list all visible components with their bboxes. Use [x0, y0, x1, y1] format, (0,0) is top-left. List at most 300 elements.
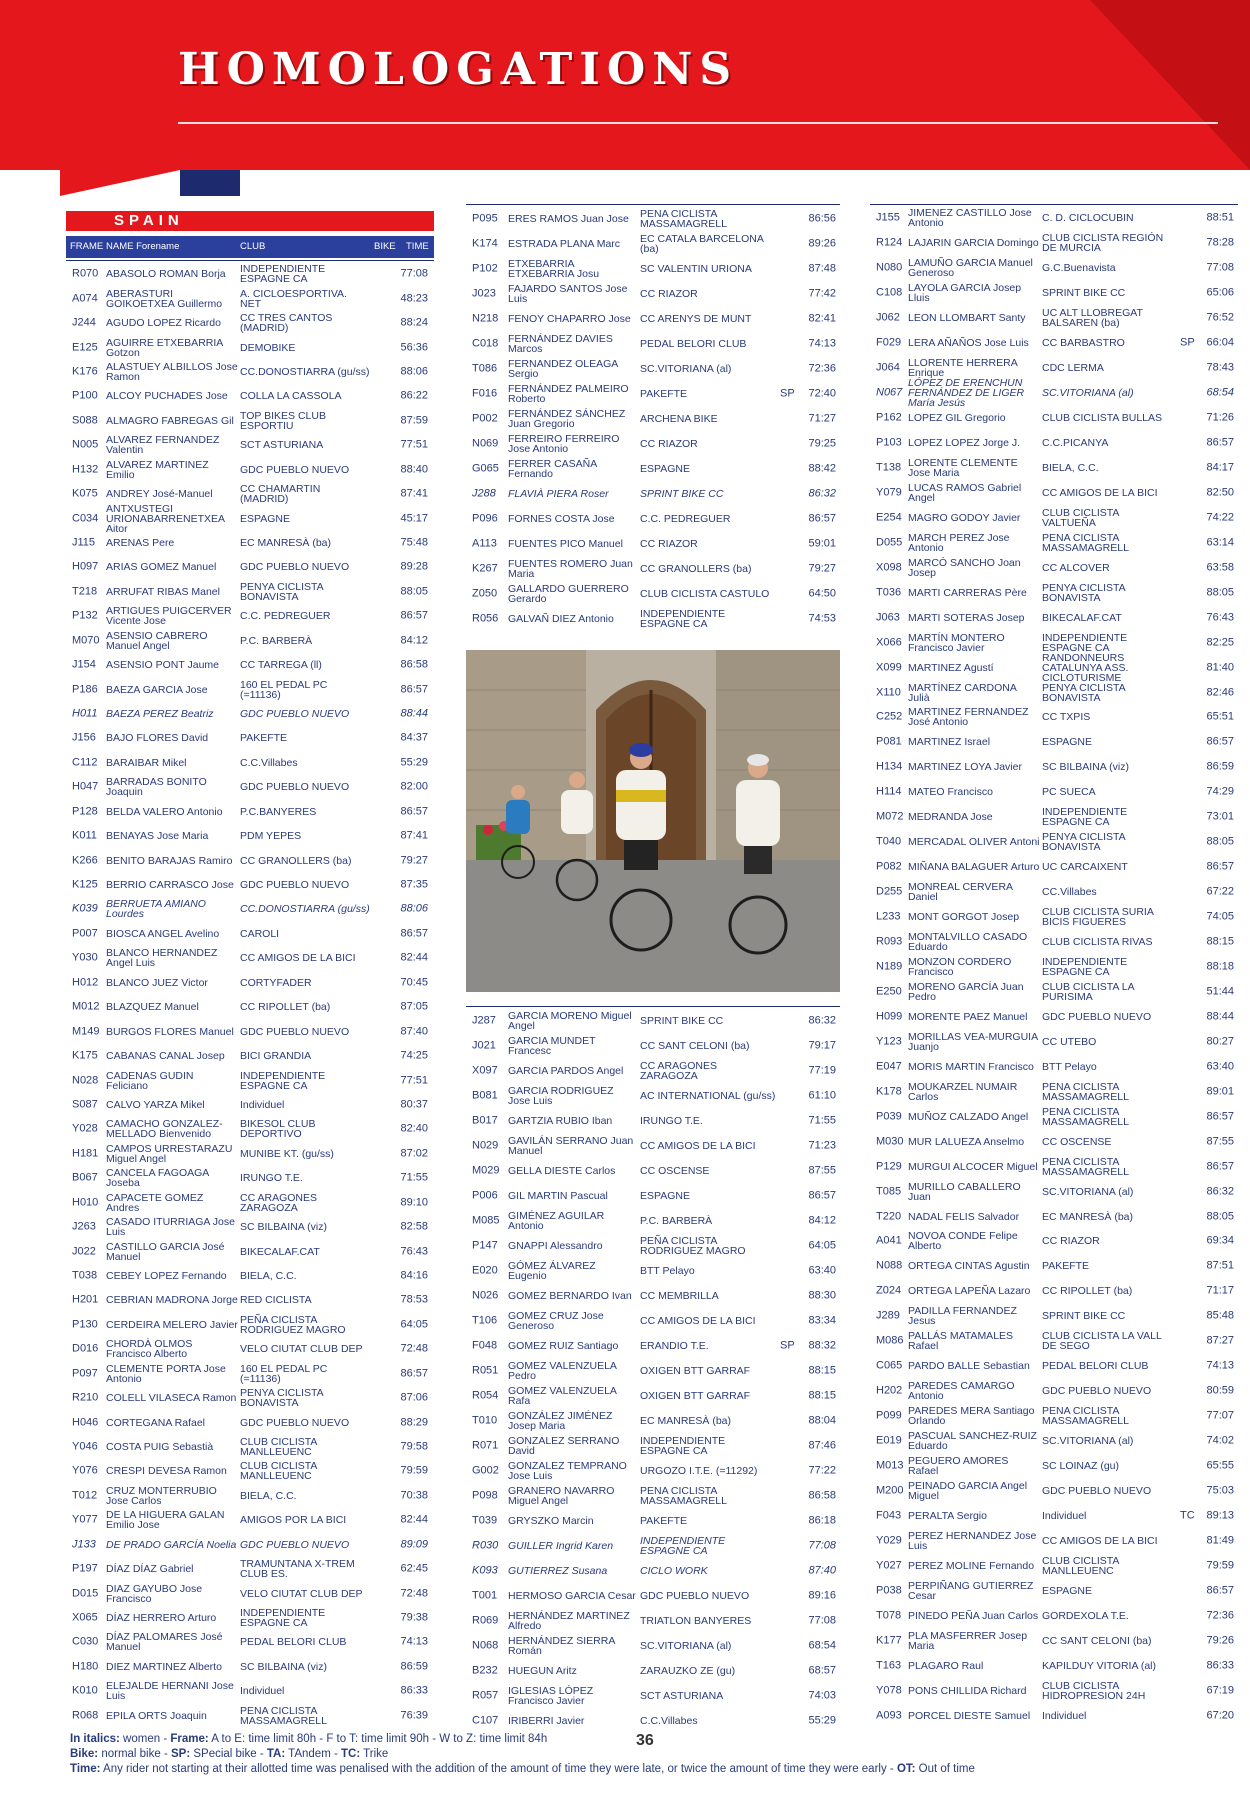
row-name: BLAZQUEZ Manuel: [106, 1001, 199, 1014]
table-row: [466, 306, 840, 331]
row-name: LUCAS RAMOS Gabriel Angel: [908, 481, 1022, 504]
row-club: PAKEFTE: [640, 1514, 688, 1527]
row-time: 86:33: [400, 1684, 428, 1697]
row-frame: K125: [72, 878, 98, 891]
row-name: DE PRADO GARCÍA Noelia: [106, 1538, 237, 1551]
row-frame: K075: [72, 487, 98, 500]
row-frame: K174: [472, 237, 498, 249]
row-frame: X110: [876, 686, 901, 699]
row-name: MONZON CORDERO Francisco: [908, 955, 1012, 978]
row-club: INDEPENDIENTE ESPAGNE CA: [1042, 631, 1128, 654]
row-frame: J154: [72, 658, 96, 671]
row-time: 88:18: [1206, 960, 1234, 973]
row-time: 55:29: [808, 1714, 836, 1726]
row-frame: R057: [472, 1689, 499, 1701]
row-frame: Y077: [72, 1513, 98, 1526]
row-name: LAJARIN GARCIA Domingo: [908, 237, 1039, 250]
row-club: CLUB CICLISTA BULLAS: [1042, 412, 1163, 425]
row-time: 66:04: [1206, 336, 1234, 349]
table-row: [870, 1329, 1238, 1354]
row-club: CLUB CICLISTA REGIÓN DE MURCIA: [1042, 232, 1164, 255]
table-row: [870, 805, 1238, 830]
row-club: CC OSCENSE: [1042, 1135, 1112, 1148]
row-club: CC.Villabes: [1042, 886, 1097, 899]
row-frame: T086: [472, 362, 498, 374]
table-row: [66, 775, 434, 799]
row-frame: P130: [72, 1318, 98, 1331]
row-time: 76:52: [1206, 311, 1234, 324]
row-time: 68:54: [808, 1639, 836, 1651]
row-frame: H046: [72, 1416, 99, 1429]
table-row: [870, 1204, 1238, 1229]
row-time: 87:46: [808, 1439, 836, 1451]
table-row: [870, 1004, 1238, 1029]
row-name: IRIBERRI Javier: [508, 1714, 585, 1727]
row-club: MUNIBE KT. (gu/ss): [240, 1147, 334, 1160]
table-row: [66, 1239, 434, 1263]
row-frame: J155: [876, 211, 900, 224]
row-time: 70:45: [400, 976, 428, 989]
row-club: CC GRANOLLERS (ba): [240, 854, 352, 867]
row-name: GNAPPI Alessandro: [508, 1239, 603, 1252]
row-club: C. D. CICLOCUBIN: [1042, 212, 1134, 225]
row-name: CORTEGANA Rafael: [106, 1416, 206, 1429]
table-row: [66, 1019, 434, 1043]
row-club: C.C.Villabes: [240, 756, 298, 769]
row-name: DÍAZ DÍAZ Gabriel: [106, 1563, 194, 1576]
table-row: [66, 1288, 434, 1312]
row-club: SC.VITORIANA (al): [1042, 387, 1134, 400]
table-row: [466, 256, 840, 281]
table-row: [466, 1158, 840, 1183]
row-frame: M149: [72, 1025, 100, 1038]
row-name: BERRUETA AMIANO Lourdes: [106, 898, 206, 921]
row-frame: J133: [72, 1538, 96, 1551]
row-name: BAEZA PEREZ Beatriz: [106, 708, 214, 720]
row-club: PEÑA CICLISTA RODRIGUEZ MAGRO: [640, 1234, 746, 1257]
row-frame: T078: [876, 1609, 902, 1622]
table-row: [870, 580, 1238, 605]
row-club: CLUB CICLISTA MANLLEUENC: [1042, 1554, 1119, 1577]
row-club: SC.VITORIANA (al): [640, 362, 732, 375]
row-name: MERCADAL OLIVER Antoni: [908, 836, 1040, 849]
row-name: PONS CHILLIDA Richard: [908, 1684, 1027, 1697]
results-column-1: [66, 0, 434, 1796]
table-row: [66, 1093, 434, 1117]
row-frame: P039: [876, 1110, 902, 1123]
cyclists-photo: [466, 650, 840, 992]
row-name: LAYOLA GARCIA Josep Lluis: [908, 282, 1022, 305]
table-row: [66, 1190, 434, 1214]
row-name: MARTINEZ LOYA Javier: [908, 761, 1022, 774]
row-time: 89:09: [400, 1538, 428, 1551]
table-row: [466, 1683, 840, 1708]
row-time: 71:55: [400, 1171, 428, 1184]
row-club: BIKECALAF.CAT: [240, 1245, 320, 1258]
table-row: [66, 897, 434, 921]
row-club: 160 EL PEDAL PC (=11136): [240, 1362, 328, 1385]
row-name: GARCIA MUNDET Francesc: [508, 1034, 596, 1057]
row-name: BIOSCA ANGEL Avelino: [106, 927, 220, 940]
row-frame: T138: [876, 461, 902, 474]
table-row: [870, 730, 1238, 755]
row-name: ETXEBARRIA ETXEBARRIA Josu: [508, 257, 600, 280]
row-frame: G065: [472, 462, 499, 474]
table-row: [870, 306, 1238, 331]
row-club: SC VALENTIN URIONA: [640, 262, 752, 275]
row-time: 67:19: [1206, 1684, 1234, 1697]
row-frame: Y029: [876, 1534, 902, 1547]
row-club: CC RIAZOR: [640, 537, 698, 550]
row-frame: K011: [72, 829, 97, 842]
row-club: ESPAGNE: [640, 462, 690, 475]
row-time: 88:05: [1206, 835, 1234, 848]
row-club: C.C.Villabes: [640, 1714, 698, 1727]
row-time: 88:44: [400, 707, 428, 720]
table-row: [66, 262, 434, 286]
row-time: 86:57: [1206, 1110, 1234, 1123]
row-frame: P096: [472, 512, 498, 524]
row-frame: B067: [72, 1171, 98, 1184]
row-club: CLUB CICLISTA MANLLEUENC: [240, 1436, 317, 1458]
row-name: GOMEZ VALENZUELA Rafa: [508, 1384, 617, 1407]
row-club: CC ARAGONES ZARAGOZA: [640, 1059, 718, 1082]
row-time: 82:50: [1206, 486, 1234, 499]
table-row: [66, 1215, 434, 1239]
row-time: 88:40: [400, 463, 428, 476]
row-name: CHORDÀ OLMOS Francisco Alberto: [106, 1338, 193, 1361]
row-name: MONTALVILLO CASADO Eduardo: [908, 931, 1028, 954]
row-club: CLUB CICLISTA SURIA BICIS FIGUERES: [1042, 906, 1154, 929]
row-name: CABANAS CANAL Josep: [106, 1050, 225, 1063]
page-number: 36: [636, 1732, 654, 1749]
table-row: [870, 1628, 1238, 1653]
row-time: 86:32: [808, 487, 836, 499]
row-name: FUENTES PICO Manuel: [508, 537, 623, 550]
row-frame: P038: [876, 1584, 902, 1597]
table-row: [66, 873, 434, 897]
row-club: PEDAL BELORI CLUB: [640, 337, 747, 350]
table-row: [870, 1179, 1238, 1204]
table-row: [870, 206, 1238, 231]
row-frame: A113: [472, 537, 497, 549]
row-time: 59:01: [808, 537, 836, 549]
row-frame: J064: [876, 361, 900, 374]
row-frame: T218: [72, 585, 98, 598]
row-name: ESTRADA PLANA Marc: [508, 237, 621, 250]
row-name: JIMENEZ CASTILLO Jose Antonio: [908, 207, 1032, 230]
row-frame: J156: [72, 731, 96, 744]
row-time: 84:16: [400, 1269, 428, 1282]
row-time: 82:25: [1206, 636, 1234, 649]
row-name: BELDA VALERO Antonio: [106, 805, 223, 818]
row-frame: M070: [72, 634, 100, 647]
row-frame: N068: [472, 1639, 499, 1651]
row-frame: G002: [472, 1464, 499, 1476]
table-row: [466, 481, 840, 506]
row-frame: J022: [72, 1245, 96, 1258]
row-time: 71:27: [808, 412, 836, 424]
row-name: FAJARDO SANTOS Jose Luis: [508, 282, 628, 305]
row-time: 63:40: [808, 1264, 836, 1276]
row-club: CC SANT CELONI (ba): [640, 1039, 750, 1052]
row-name: GRYSZKO Marcin: [508, 1514, 594, 1527]
column-rule: [870, 204, 1238, 205]
row-time: 80:59: [1206, 1384, 1234, 1397]
row-frame: T163: [876, 1659, 902, 1672]
table-row: [466, 1383, 840, 1408]
row-time: 89:10: [400, 1196, 428, 1209]
row-club: CC UTEBO: [1042, 1035, 1097, 1048]
row-club: Individuel: [1042, 1509, 1087, 1522]
table-row: [870, 955, 1238, 980]
table-row: [466, 356, 840, 381]
row-name: MEDRANDA Jose: [908, 811, 993, 824]
row-club: ESPAGNE: [1042, 736, 1092, 749]
row-club: CC OSCENSE: [640, 1164, 710, 1177]
row-frame: F016: [472, 387, 498, 399]
table-row: [66, 677, 434, 701]
row-club: CC AMIGOS DE LA BICI: [1042, 1534, 1158, 1547]
row-club: CDC LERMA: [1042, 362, 1104, 375]
row-time: 87:05: [400, 1000, 428, 1013]
row-name: FERNÁNDEZ DAVIES Marcos: [508, 332, 613, 355]
row-name: MARTINEZ Agustí: [908, 661, 994, 674]
row-name: BAEZA GARCIA Jose: [106, 683, 208, 696]
row-club: BIELA, C.C.: [1042, 461, 1099, 474]
row-club: AMIGOS POR LA BICI: [240, 1514, 347, 1527]
table-row: [66, 286, 434, 310]
row-name: FUENTES ROMERO Juan Maria: [508, 557, 633, 580]
table-row: [466, 1333, 840, 1358]
row-time: 69:34: [1206, 1234, 1234, 1247]
row-time: 86:59: [400, 1660, 428, 1673]
legend-line-1: In italics: women - Frame: A to E: time limit 80h - F to T: time limit 90h - W to Z: time limit 84h: [70, 1733, 548, 1745]
row-time: 82:58: [400, 1220, 428, 1233]
row-club: CC AMIGOS DE LA BICI: [640, 1314, 756, 1327]
row-club: KAPILDUY VITORIA (al): [1042, 1659, 1156, 1672]
row-club: GDC PUEBLO NUEVO: [240, 879, 350, 892]
row-frame: J288: [472, 487, 496, 499]
row-name: FERREIRO FERREIRO Jose Antonio: [508, 432, 620, 455]
row-name: MORENO GARCÍA Juan Pedro: [908, 980, 1024, 1003]
row-frame: Y027: [876, 1559, 902, 1572]
table-row: [466, 1408, 840, 1433]
row-time: 86:58: [400, 658, 428, 671]
row-time: 65:06: [1206, 286, 1234, 299]
row-frame: N189: [876, 960, 903, 973]
row-club: PENA CICLISTA MASSAMAGRELL: [640, 1484, 727, 1507]
row-name: LOPEZ LOPEZ Jorge J.: [908, 437, 1021, 450]
row-time: 72:36: [1206, 1609, 1234, 1622]
row-frame: R056: [472, 612, 499, 624]
row-frame: S087: [72, 1098, 98, 1111]
row-name: CAMACHO GONZALEZ-MELLADO Bienvenido: [106, 1118, 223, 1141]
row-frame: R069: [472, 1614, 499, 1626]
row-time: 67:20: [1206, 1709, 1234, 1722]
row-time: 88:04: [808, 1414, 836, 1426]
row-name: BURGOS FLORES Manuel: [106, 1025, 234, 1038]
row-name: DÍAZ PALOMARES José Manuel: [106, 1631, 223, 1654]
table-row: [870, 880, 1238, 905]
row-frame: P007: [72, 927, 98, 940]
table-row: [466, 1258, 840, 1283]
table-row: [466, 1133, 840, 1158]
row-name: MARTÍNEZ CARDONA Julià: [908, 681, 1017, 704]
table-row: [466, 331, 840, 356]
table-row: [466, 556, 840, 581]
row-time: 84:12: [400, 634, 428, 647]
row-name: ASENSIO PONT Jaume: [106, 659, 220, 672]
row-frame: X066: [876, 636, 902, 649]
row-frame: Z050: [472, 587, 498, 599]
row-name: MUÑOZ CALZADO Angel: [908, 1110, 1029, 1123]
table-row: [466, 606, 840, 631]
row-time: 87:27: [1206, 1334, 1234, 1347]
row-time: 77:08: [808, 1614, 836, 1626]
row-name: ASENSIO CABRERO Manuel Angel: [106, 629, 208, 652]
row-time: 78:53: [400, 1293, 428, 1306]
table-row: [66, 502, 434, 535]
row-time: 84:12: [808, 1214, 836, 1226]
table-row: [466, 431, 840, 456]
row-club: TRIATLON BANYERES: [640, 1614, 752, 1627]
row-name: GARCIA RODRIGUEZ Jose Luis: [508, 1084, 614, 1107]
row-name: ARRUFAT RIBAS Manel: [106, 585, 220, 598]
table-row: [66, 580, 434, 604]
row-club: CC AMIGOS DE LA BICI: [640, 1139, 756, 1152]
row-time: 88:42: [808, 462, 836, 474]
row-club: SC BILBAINA (viz): [1042, 761, 1129, 774]
row-name: GOMEZ VALENZUELA Pedro: [508, 1359, 617, 1382]
row-frame: P129: [876, 1160, 902, 1173]
row-frame: H047: [72, 780, 99, 793]
row-time: 77:19: [808, 1064, 836, 1076]
row-name: FORNES COSTA Jose: [508, 512, 615, 525]
row-time: 64:05: [400, 1318, 428, 1331]
row-frame: P162: [876, 411, 902, 424]
row-frame: D015: [72, 1587, 99, 1600]
row-frame: T012: [72, 1489, 98, 1502]
row-time: 71:23: [808, 1139, 836, 1151]
row-frame: E020: [472, 1264, 498, 1276]
row-club: INDEPENDIENTE ESPAGNE CA: [640, 1534, 726, 1557]
row-club: BIELA, C.C.: [240, 1269, 297, 1282]
row-time: 79:59: [400, 1464, 428, 1477]
table-row: [66, 1117, 434, 1141]
row-time: 74:13: [1206, 1359, 1234, 1372]
table-row: [466, 1058, 840, 1083]
table-row: [66, 629, 434, 653]
row-club: P.C.BANYERES: [240, 805, 317, 818]
row-club: BTT Pelayo: [640, 1264, 695, 1277]
row-frame: J289: [876, 1309, 900, 1322]
column-rule: [466, 204, 840, 205]
table-row: [870, 1578, 1238, 1603]
table-row: [66, 409, 434, 433]
row-frame: T085: [876, 1185, 902, 1198]
row-name: PADILLA FERNANDEZ Jesus: [908, 1305, 1017, 1328]
table-row: [466, 1183, 840, 1208]
row-club: CLUB CICLISTA LA PURISIMA: [1042, 980, 1135, 1003]
row-name: FERNANDEZ OLEAGA Sergio: [508, 357, 618, 380]
row-name: ANTXUSTEGI URIONABARRENETXEA Aitor: [106, 502, 225, 535]
row-frame: D055: [876, 536, 903, 549]
row-frame: H010: [72, 1196, 99, 1209]
column-rule: [466, 1006, 840, 1007]
row-time: 86:32: [808, 1014, 836, 1026]
row-bike: SP: [780, 387, 795, 399]
row-name: GOMEZ CRUZ Jose Generoso: [508, 1309, 604, 1332]
row-club: PENA CICLISTA MASSAMAGRELL: [1042, 1405, 1129, 1428]
row-time: 82:44: [400, 1513, 428, 1526]
row-name: NOVOA CONDE Felipe Alberto: [908, 1230, 1018, 1253]
table-row: [66, 1679, 434, 1703]
row-club: SPRINT BIKE CC: [1042, 1310, 1126, 1323]
row-time: 87:41: [400, 487, 428, 500]
row-frame: F048: [472, 1339, 498, 1351]
row-club: BIKESOL CLUB DEPORTIVO: [240, 1118, 316, 1141]
row-time: 85:48: [1206, 1309, 1234, 1322]
row-name: COSTA PUIG Sebastià: [106, 1441, 214, 1453]
row-time: 48:23: [400, 292, 428, 305]
table-row: [870, 555, 1238, 580]
table-row: [870, 605, 1238, 630]
table-row: [870, 1054, 1238, 1079]
row-club: CC ALCOVER: [1042, 561, 1110, 574]
table-row: [66, 1630, 434, 1654]
row-name: MARTI SOTERAS Josep: [908, 611, 1025, 624]
row-frame: P100: [72, 389, 98, 402]
row-name: GOMEZ RUIZ Santiago: [508, 1339, 619, 1352]
row-frame: M086: [876, 1334, 904, 1347]
row-time: 88:32: [808, 1339, 836, 1351]
row-name: PERPIÑANG GUTIERREZ Cesar: [908, 1579, 1034, 1602]
header-club: CLUB: [240, 241, 266, 252]
row-frame: R071: [472, 1439, 499, 1451]
row-name: FERNÁNDEZ PALMEIRO Roberto: [508, 382, 629, 405]
row-time: 74:25: [400, 1049, 428, 1062]
row-club: C.C.PICANYA: [1042, 437, 1109, 450]
table-row: [466, 1033, 840, 1058]
table-row: [66, 1313, 434, 1337]
row-club: GDC PUEBLO NUEVO: [240, 1025, 350, 1038]
row-frame: M072: [876, 810, 904, 823]
row-time: 86:33: [1206, 1659, 1234, 1672]
row-club: INDEPENDIENTE ESPAGNE CA: [640, 607, 726, 630]
table-row: [870, 755, 1238, 780]
row-time: 79:58: [400, 1440, 428, 1453]
table-row: [870, 905, 1238, 930]
row-club: 160 EL PEDAL PC (=11136): [240, 678, 328, 701]
row-name: EPILA ORTS Joaquin: [106, 1709, 207, 1722]
row-club: C.C. PEDREGUER: [640, 512, 731, 525]
row-name: MARTI CARRERAS Père: [908, 586, 1027, 599]
row-frame: F029: [876, 336, 902, 349]
row-name: FERRER CASAÑA Fernando: [508, 457, 597, 480]
row-name: MURGUI ALCOCER Miguel: [908, 1160, 1038, 1173]
row-frame: N067: [876, 386, 903, 399]
row-name: CANCELA FAGOAGA Joseba: [106, 1167, 209, 1190]
row-name: LORENTE CLEMENTE Jose Maria: [908, 456, 1018, 479]
table-row: [466, 1308, 840, 1333]
row-frame: K093: [472, 1564, 498, 1576]
row-frame: R054: [472, 1389, 499, 1401]
table-row: [66, 800, 434, 824]
row-time: 88:15: [1206, 935, 1234, 948]
table-row: [66, 604, 434, 628]
row-time: 79:25: [808, 437, 836, 449]
